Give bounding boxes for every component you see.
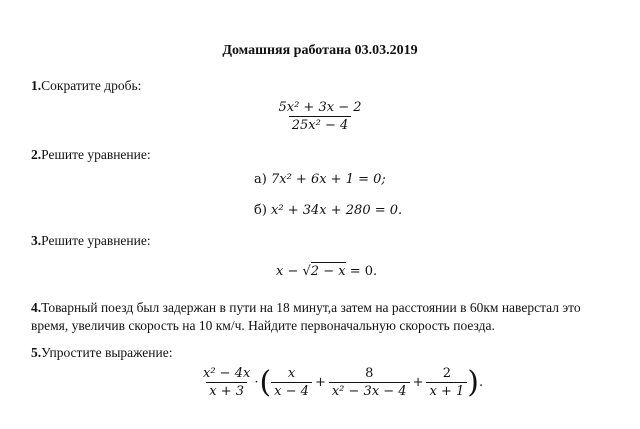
task-5-fraction-2: $\frac{x}{x - 4}$ [271, 366, 312, 399]
task-5-close-paren: ) [467, 364, 479, 400]
task-4-line-2: время, увеличив скорость на 10 км/ч. Найдите первоначальную скорость поезда. [31, 318, 495, 333]
task-3-prompt: Решите уравнение: [41, 233, 151, 248]
task-5-expression [200, 366, 483, 399]
task-1-prompt: Сократите дробь: [41, 78, 142, 93]
task-3-after: = 0. [345, 264, 378, 279]
task-3-number: 3. [31, 233, 42, 248]
task-4-number: 4. [31, 300, 42, 315]
task-5-open-paren: ( [259, 364, 272, 400]
task-1-fraction [0, 100, 640, 133]
task-5-fraction-3: $\frac{8}{\text{x² − 3x − 4}}$ [329, 366, 410, 399]
task-2-equation-b [254, 203, 402, 218]
task-5-dot: · [254, 375, 259, 390]
task-5-plus-1: + [314, 375, 326, 390]
task-4-text-1: Товарный поезд был задержан в пути на 18 минут,а затем на расстоянии в 60км наверстал это [41, 300, 581, 315]
task-3-before: x − [276, 264, 303, 279]
task-1-numerator: 5x² + 3x − 2 [278, 100, 362, 115]
sqrt-sign-icon: √ [302, 264, 311, 279]
task-2-heading [31, 147, 151, 163]
task-2-label-a: а) [254, 172, 267, 187]
task-2-equation-a [254, 172, 386, 187]
task-2-number: 2. [31, 147, 42, 162]
task-1-number: 1. [31, 78, 42, 93]
task-5-prompt: Упростите выражение: [41, 345, 173, 360]
task-2-expression-a: 7x² + 6x + 1 = 0; [270, 172, 386, 187]
task-5-fraction-4: $\frac{2}{x + 1}$ [426, 366, 467, 399]
task-2-expression-b: x² + 34x + 280 = 0. [271, 203, 403, 218]
task-5-period: . [478, 375, 484, 390]
task-5-heading [31, 345, 172, 361]
task-2-label-b: б) [254, 203, 267, 218]
page-title: Домашняя работана 03.03.2019 [222, 43, 418, 58]
task-2-prompt: Решите уравнение: [41, 147, 151, 162]
task-1-denominator: 25x² − 4 [289, 116, 352, 133]
task-3-equation [276, 264, 377, 279]
task-5-fraction-1: $\frac{\text{x² − 4x}}{x + 3}$ [203, 366, 251, 399]
task-5-number: 5. [31, 345, 42, 360]
task-3-radicand: 2 − x [310, 264, 346, 279]
task-5-plus-2: + [412, 375, 424, 390]
task-1-heading [31, 78, 141, 94]
task-4-line-1 [31, 298, 581, 318]
task-3-heading [31, 233, 151, 249]
